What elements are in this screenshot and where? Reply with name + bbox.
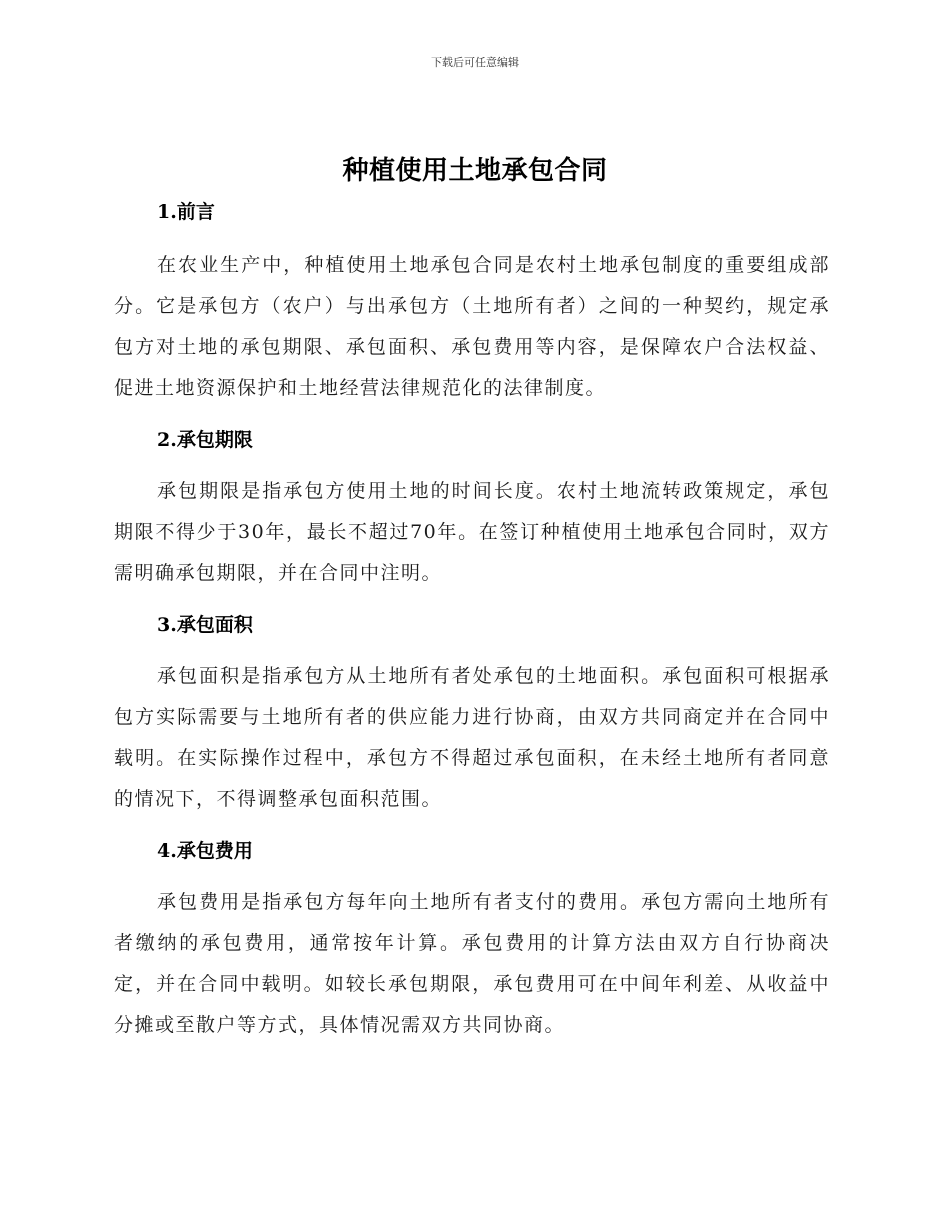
document-title: 种植使用土地承包合同 <box>342 156 608 186</box>
header-note: 下载后可任意编辑 <box>431 56 519 69</box>
section-paragraph: 在农业生产中，种植使用土地承包合同是农村土地承包制度的重要组成部分。它是承包方（农户）与出承包方（土地所有者）之间的一种契约，规定承包方对土地的承包期限、承包面积、承包费用等内容，是保障农户合法权益、促进土地资源保护和土地经营法律规范化的法律制度。 <box>114 254 830 399</box>
section-paragraph: 承包期限是指承包方使用土地的时间长度。农村土地流转政策规定，承包期限不得少于30年，最长不超过70年。在签订种植使用土地承包合同时，双方需明确承包期限，并在合同中注明。 <box>114 480 830 584</box>
section-area <box>114 608 830 820</box>
section-paragraph: 承包费用是指承包方每年向土地所有者支付的费用。承包方需向土地所有者缴纳的承包费用，通常按年计算。承包费用的计算方法由双方自行协商决定，并在合同中载明。如较长承包期限，承包费用可在中间年利差、从收益中分摊或至散户等方式，具体情况需双方共同协商。 <box>114 891 830 1036</box>
section-heading: 1.前言 <box>157 201 215 223</box>
section-fee <box>114 834 830 1046</box>
section-paragraph: 承包面积是指承包方从土地所有者处承包的土地面积。承包面积可根据承包方实际需要与土地所有者的供应能力进行协商，由双方共同商定并在合同中载明。在实际操作过程中，承包方不得超过承包面积，在未经土地所有者同意的情况下，不得调整承包面积范围。 <box>114 665 830 810</box>
section-heading: 2.承包期限 <box>157 429 253 451</box>
document-content <box>114 195 830 1060</box>
section-term <box>114 423 830 594</box>
section-preface <box>114 195 830 409</box>
section-heading: 4.承包费用 <box>157 840 253 862</box>
section-heading: 3.承包面积 <box>157 614 253 636</box>
